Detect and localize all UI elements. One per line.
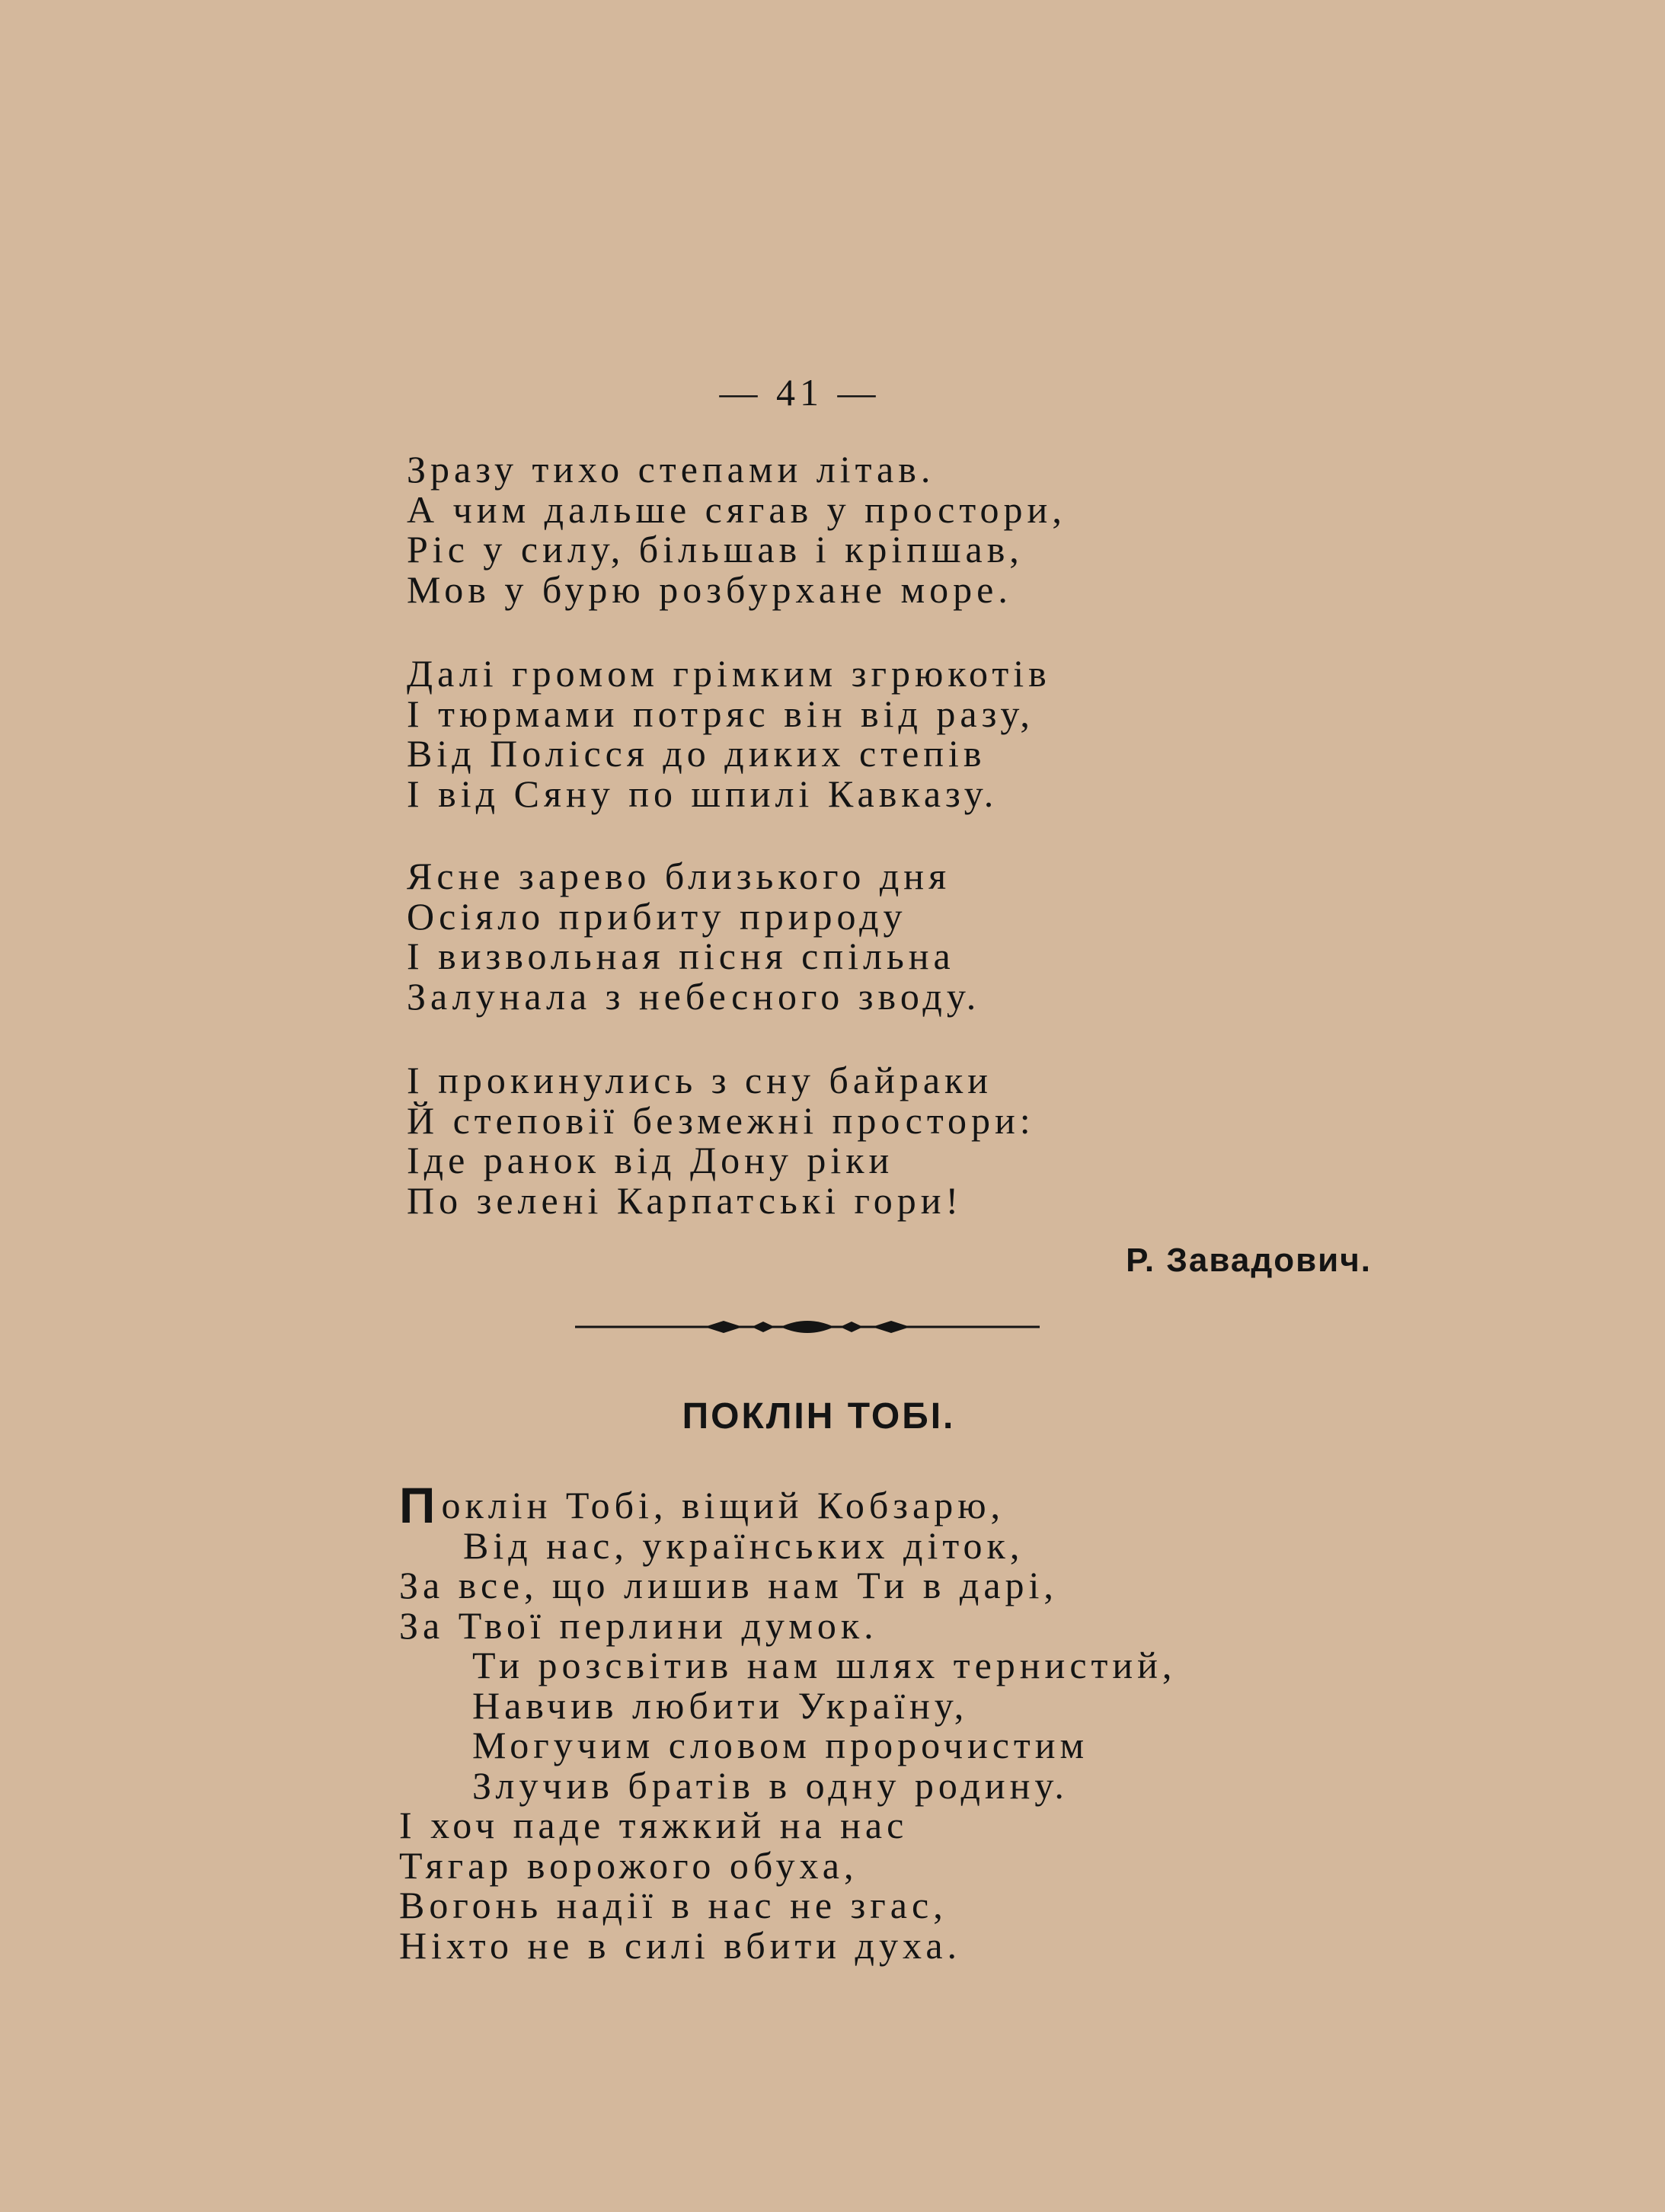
verse-line: Ти розсвітив нам шлях тернистий, — [472, 1644, 1177, 1686]
poem-title: ПОКЛІН ТОБІ. — [682, 1396, 956, 1437]
page-number: — 41 — — [719, 371, 880, 414]
verse-line: За Твої перлини думок. — [399, 1603, 878, 1647]
verse-line: Тягар ворожого обуха, — [399, 1843, 858, 1887]
verse-line: Залунала з небесного зводу. — [407, 974, 981, 1018]
verse-line: Від Полісся до диких степів — [407, 732, 986, 775]
stanza-2 — [407, 654, 1051, 814]
verse-line: Зразу тихо степами літав. — [407, 448, 935, 491]
drop-cap: П — [399, 1477, 440, 1533]
verse-line: Й степовії безмежні простори: — [407, 1098, 1035, 1142]
verse-line: І визвольная пісня спільна — [407, 935, 955, 977]
poem-body — [399, 1477, 1177, 1967]
verse-line: І від Сяну по шпилі Кавказу. — [407, 772, 999, 815]
verse-line: Ріс у силу, більшав і кріпшав, — [407, 528, 1024, 571]
verse-line: Вогонь надії в нас не згас, — [399, 1884, 948, 1926]
verse-line: А чим дальше сягав у простори, — [407, 487, 1066, 531]
ornament-divider-icon — [575, 1310, 1040, 1344]
verse-line: По зелені Карпатські гори! — [407, 1178, 964, 1222]
verse-line: За все, що лишив нам Ти в дарі, — [399, 1564, 1058, 1606]
verse-line: І прокинулись з сну байраки — [407, 1059, 993, 1101]
first-line-text: оклін Тобі, віщий Кобзарю, — [441, 1484, 1005, 1526]
stanza-3 — [407, 856, 980, 1016]
verse-line: Навчив любити Україну, — [472, 1683, 969, 1727]
verse-line: Осіяло прибиту природу — [407, 894, 907, 938]
verse-line: Мов у бурю розбурхане море. — [407, 567, 1012, 611]
verse-line: Іде ранок від Дону ріки — [407, 1139, 894, 1181]
author-signature: Р. Завадович. — [1126, 1242, 1372, 1279]
verse-line — [399, 1477, 1176, 1533]
verse-line: Ніхто не в силі вбити духа. — [399, 1923, 962, 1967]
verse-line: Могучим словом пророчистим — [472, 1724, 1089, 1766]
verse-line: Ясне зарево близького дня — [407, 855, 951, 897]
verse-line: Далі громом грімким згрюкотів — [407, 652, 1051, 695]
verse-line: І тюрмами потряс він від разу, — [407, 692, 1034, 735]
verse-line: І хоч паде тяжкий на нас — [399, 1804, 909, 1846]
stanza-1 — [407, 449, 1066, 609]
verse-line: Злучив братів в одну родину. — [472, 1763, 1069, 1807]
verse-line: Від нас, українських діток, — [463, 1523, 1024, 1567]
stanza-4 — [407, 1060, 1035, 1220]
